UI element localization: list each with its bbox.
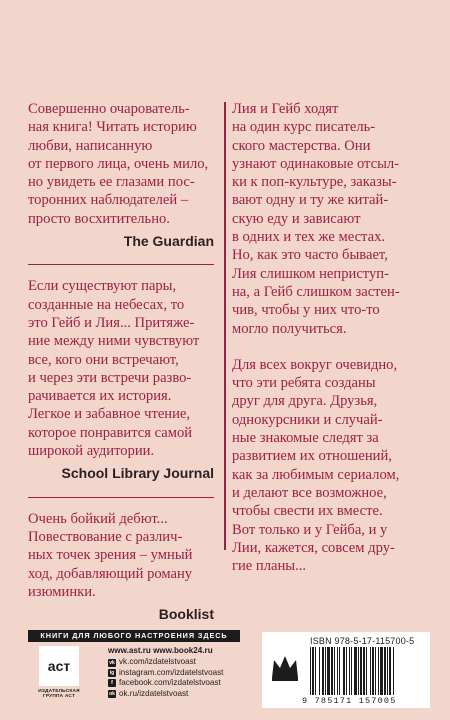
barcode-bar bbox=[366, 647, 367, 695]
review-divider bbox=[28, 264, 214, 265]
review-text: Если существуют пары, созданные на небесах, то это Гейб и Лия... Притяже- ние между ними чувствуют все, кого они встречают, и через эти встречи разво- рачивается их история. Легкое и забавное чтение, которое понравится самой широкой аудитории. bbox=[28, 278, 200, 460]
social-link-vk[interactable] bbox=[108, 657, 248, 667]
ast-logo: аст bbox=[39, 646, 79, 686]
tagline-banner: КНИГИ ДЛЯ ЛЮБОГО НАСТРОЕНИЯ ЗДЕСЬ bbox=[28, 630, 240, 642]
barcode-bar bbox=[372, 647, 374, 695]
barcode-bar bbox=[325, 647, 326, 695]
description-paragraph: Лия и Гейб ходят на один курс писатель- ского мастерства. Они узнают одинаковые отсыл- ки к поп-культуре, заказы- вают одну и ту же китай- скую еду и зависают в одних и тех же местах. Но, как это часто бывает, Лия слишком неприступ- на, а Гейб слишком застен- чив, чтобы у них что-то могло получиться. bbox=[232, 101, 400, 337]
reviews-column bbox=[28, 100, 214, 637]
social-link-text: vk.com/izdatelstvoast bbox=[119, 657, 196, 667]
barcode-bar bbox=[315, 647, 316, 695]
social-link-facebook[interactable] bbox=[108, 678, 248, 688]
review-guardian bbox=[28, 100, 214, 250]
website-links[interactable]: www.ast.ru www.book24.ru bbox=[108, 646, 213, 655]
crown-icon bbox=[270, 652, 300, 682]
review-source: School Library Journal bbox=[61, 465, 214, 482]
social-link-instagram[interactable] bbox=[108, 668, 248, 678]
review-text: Очень бойкий дебют... Повествование с различ- ных точек зрения – умный ход, добавляющий роману изюминки. bbox=[28, 510, 193, 600]
barcode-bar bbox=[337, 647, 338, 695]
description-paragraph: Для всех вокруг очевидно, что эти ребята созданы друг для друга. Друзья, однокурсники и случай- ные знакомые следят за развитием их отношений, как за любимым сериалом, и делают все возможное, чтобы свести их вместе. Вот только и у Гейба, и у Лии, кажется, совсем дру- гие планы... bbox=[232, 356, 400, 575]
barcode-bar bbox=[389, 647, 391, 695]
barcode-digits: 9 785171 157005 bbox=[302, 696, 397, 706]
barcode-bar bbox=[393, 647, 394, 695]
barcode-bar bbox=[378, 647, 379, 695]
barcode-bar bbox=[360, 647, 362, 695]
barcode-bar bbox=[380, 647, 383, 695]
barcode-bar bbox=[354, 647, 357, 695]
barcode-bar bbox=[387, 647, 388, 695]
barcode-bar bbox=[358, 647, 359, 695]
barcode-bar bbox=[334, 647, 335, 695]
barcode-bar bbox=[339, 647, 340, 695]
publisher-name: ИЗДАТЕЛЬСКАЯ ГРУППА АСТ bbox=[38, 689, 80, 699]
social-link-text: ok.ru/izdatelstvoast bbox=[119, 688, 189, 698]
publisher-block bbox=[28, 646, 90, 698]
barcode-bar bbox=[327, 647, 330, 695]
barcode-bar bbox=[322, 647, 324, 695]
odnoklassniki-icon: ok bbox=[109, 690, 115, 697]
review-slj bbox=[28, 277, 214, 482]
review-divider bbox=[28, 497, 214, 498]
barcode-bar bbox=[375, 647, 376, 695]
barcode-bar bbox=[319, 647, 320, 695]
publisher-links bbox=[108, 646, 248, 699]
social-link-text: facebook.com/izdatelstvoast bbox=[119, 678, 221, 688]
review-text: Совершенно очарователь- ная книга! Читать историю любви, написанную от первого лица, очень мило, но увидеть ее глазами пос- торонних наблюдателей – просто восхитительно. bbox=[28, 101, 209, 227]
isbn-label: ISBN 978-5-17-115700-5 bbox=[310, 636, 415, 646]
instagram-icon: ig bbox=[109, 669, 115, 676]
barcode-bar bbox=[363, 647, 365, 695]
facebook-icon: f bbox=[108, 679, 116, 687]
barcode-bar bbox=[349, 647, 350, 695]
review-booklist bbox=[28, 510, 214, 624]
description-column bbox=[232, 100, 428, 593]
barcode bbox=[310, 647, 422, 695]
barcode-bar bbox=[331, 647, 333, 695]
review-source: The Guardian bbox=[123, 233, 214, 250]
barcode-bar bbox=[346, 647, 347, 695]
barcode-bar bbox=[370, 647, 371, 695]
barcode-bar bbox=[312, 647, 314, 695]
barcode-bar bbox=[351, 647, 352, 695]
social-link-odnoklassniki[interactable] bbox=[108, 689, 248, 699]
barcode-bar bbox=[343, 647, 345, 695]
review-source: Booklist bbox=[158, 606, 214, 623]
barcode-bar bbox=[384, 647, 386, 695]
column-divider bbox=[224, 102, 226, 550]
barcode-bar bbox=[310, 647, 311, 695]
barcode-panel bbox=[262, 632, 430, 708]
vk-icon: vk bbox=[109, 659, 115, 666]
social-link-text: instagram.com/izdatelstvoast bbox=[119, 667, 224, 677]
